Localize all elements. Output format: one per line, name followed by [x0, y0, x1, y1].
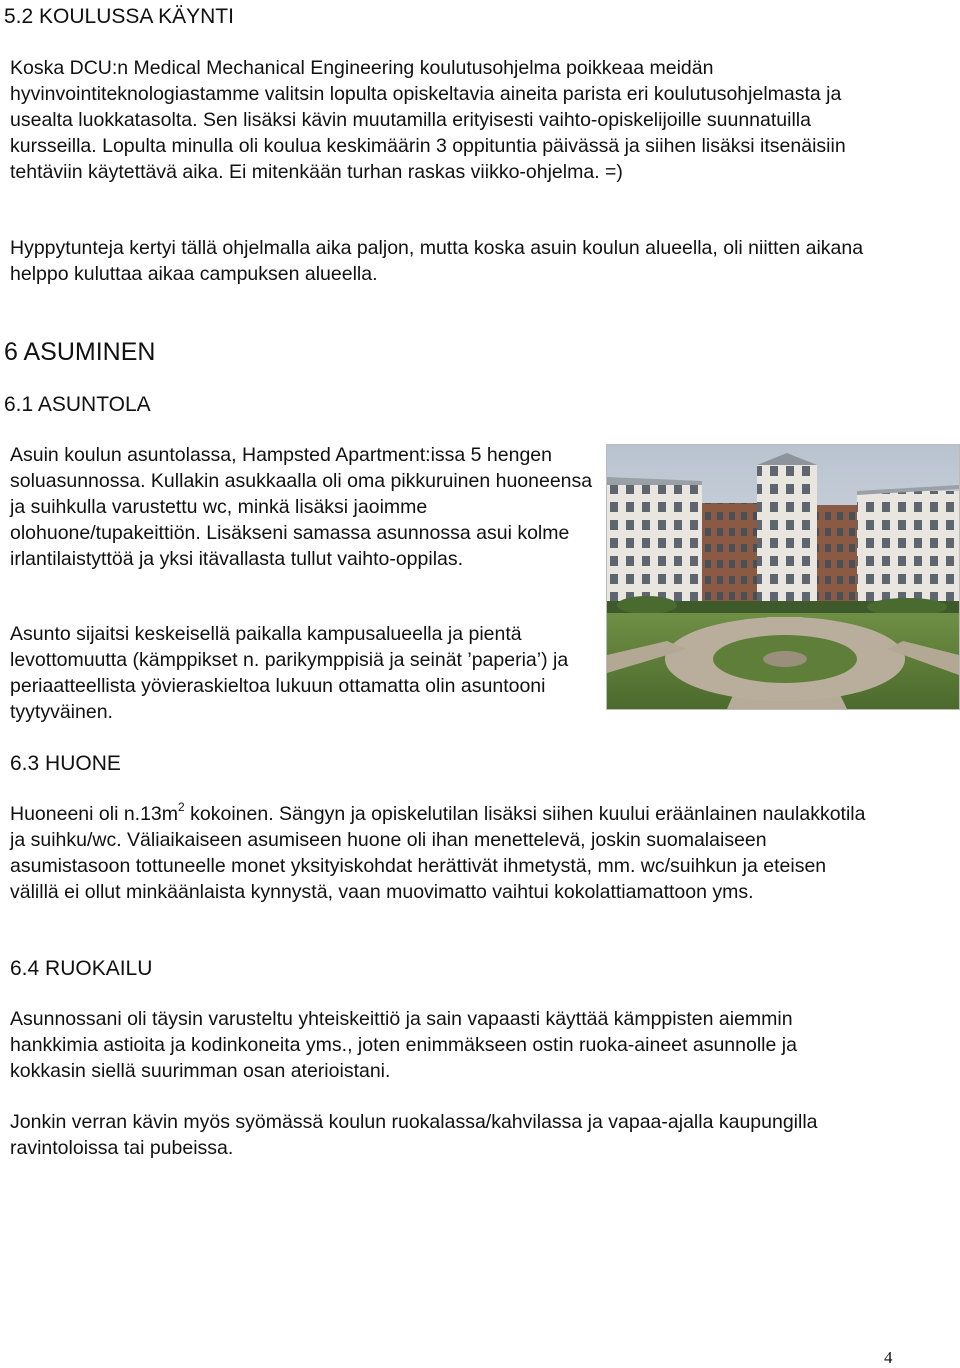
- paragraph-asuntola-1: Asuin koulun asuntolassa, Hampsted Apartment:issa 5 hengen soluasunnossa. Kullakin asukkaalla oli oma pikkuruinen huoneensa ja suihkulla varustettu wc, minkä lisäksi jaoimme olohuone/tupakeittiön. Lisäkseni samassa asunnossa asui kolme irlantilaistyttöä ja yksi itävallasta tullut vaihto-oppilas.: [10, 444, 593, 570]
- squared-superscript: 2: [178, 800, 185, 814]
- heading-koulussa-kaynti: 5.2 KOULUSSA KÄYNTI: [4, 5, 234, 28]
- paragraph-ruokailu-1: Asunnossani oli täysin varusteltu yhteiskeittiö ja sain vapaasti käyttää kämppisten aiemmin hankkimia astioita ja kodinkoneita yms., joten enimmäkseen ostin ruoka-aineet asunnolle ja kokkasin siellä suurimman osan aterioistani.: [10, 1008, 797, 1082]
- heading-asuminen: 6 ASUMINEN: [4, 338, 156, 366]
- paragraph-koulussa-2: Hyppytunteja kertyi tällä ohjelmalla aika paljon, mutta koska asuin koulun alueella, oli niitten aikana helppo kuluttaa aikaa campuksen alueella.: [10, 237, 864, 285]
- paragraph-huone-1: [10, 802, 870, 906]
- huone-text-rest: kokoinen. Sängyn ja opiskelutilan lisäksi siihen kuului eräänlainen naulakkotila ja suihku/wc. Väliaikaiseen asumiseen huone oli ihan menettelevä, joskin suomalaiseen asumistasoon tottuneelle monet yksityiskohdat herättivät ihmetystä, mm. wc/suihkun ja eteisen välillä ei ollut minkäänlaista kynnystä, vaan muovimatto vaihtui kokolattiamattoon yms.: [10, 803, 866, 903]
- heading-ruokailu: 6.4 RUOKAILU: [10, 957, 153, 980]
- paragraph-asuntola-2: Asunto sijaitsi keskeisellä paikalla kampusalueella ja pientä levottomuutta (kämppikset n. parikymppisiä ja seinät ’paperia’) ja periaatteellista yövieraskieltoa lukuun ottamatta olin asuntooni tyytyväinen.: [10, 623, 569, 723]
- heading-huone: 6.3 HUONE: [10, 752, 121, 775]
- apartment-building-photo: [606, 444, 960, 710]
- huone-text-start: Huoneeni oli n.13m: [10, 803, 179, 825]
- heading-asuntola: 6.1 ASUNTOLA: [4, 393, 151, 416]
- apartment-courtyard-image: [607, 445, 959, 709]
- paragraph-koulussa-1: Koska DCU:n Medical Mechanical Engineering koulutusohjelma poikkeaa meidän hyvinvointiteknologiastamme valitsin lopulta opiskeltavia aineita parista eri koulutusohjelmasta ja usealta luokkatasolta. Sen lisäksi kävin muutamilla erityisesti vaihto-opiskelijoille suunnatuilla kursseilla. Lopulta minulla oli koulua keskimäärin 3 oppituntia päivässä ja siihen lisäksi itsenäisiin tehtäviin käytettävä aika. Ei mitenkään turhan raskas viikko-ohjelma. =): [10, 57, 846, 183]
- paragraph-ruokailu-2: Jonkin verran kävin myös syömässä koulun ruokalassa/kahvilassa ja vapaa-ajalla kaupungilla ravintoloissa tai pubeissa.: [10, 1111, 818, 1159]
- page-number: 4: [884, 1348, 893, 1367]
